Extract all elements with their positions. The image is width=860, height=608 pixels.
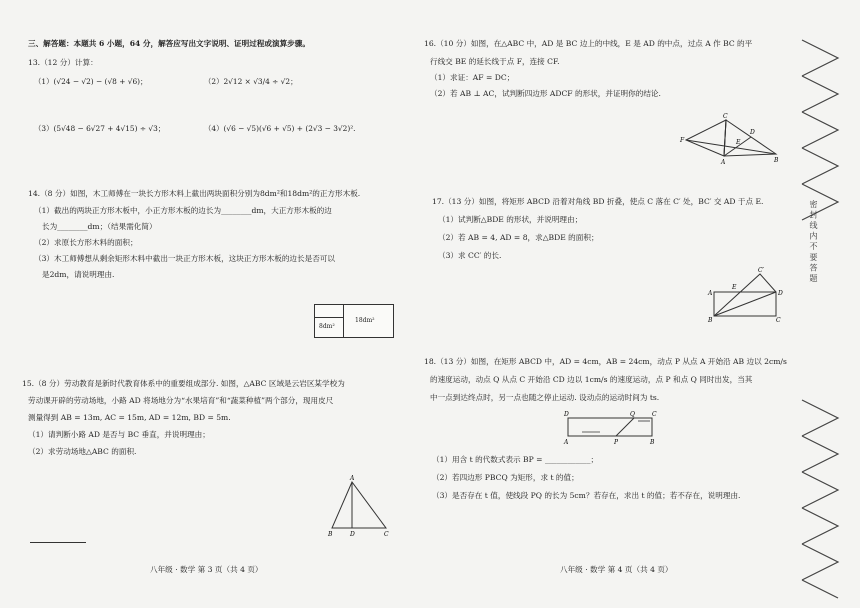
q14-line1: 14.（8 分）如图，木工师傅在一块长方形木料上截出两块面积分别为8dm²和18dm²的正方形木板. [28,189,361,198]
q18-label-d: D [564,411,569,418]
page-rule [30,542,86,543]
q18-line1: 18.（13 分）如图，在矩形 ABCD 中，AD = 4cm，AB = 24cm，动点 P 从点 A 开始沿 AB 边以 2cm/s [424,357,787,366]
q14-divider [343,305,344,337]
q15-label-c: C [384,531,389,538]
q15-triangle [332,482,386,528]
q17-line1: 17.（13 分）如图，将矩形 ABCD 沿着对角线 BD 折叠，使点 C 落在 C′ 处，BC′ 交 AD 于点 E. [432,197,764,206]
q18-segment-pq [616,418,634,436]
q16-line-fb [686,140,776,154]
q17-diagonal-bd [714,292,776,316]
right-page [424,38,796,99]
q14-large-label: 18dm² [355,317,375,324]
q18-label-p: P [614,439,619,446]
q16-line4: （2）若 AB ⊥ AC，试判断四边形 ADCF 的形状，并证明你的结论. [430,89,661,98]
q17-folded-edges [714,274,776,316]
q13-part2: （2）2√12 × √3/4 ÷ √2； [204,77,298,86]
q13-row1 [34,76,408,87]
q16-line-ca [724,120,726,156]
q15-block [22,378,412,457]
q17-label-cprime: C′ [758,267,764,274]
q15-label-b: B [328,531,333,538]
q18-label-b: B [650,439,655,446]
q17-block [432,196,798,261]
q14-line4: （2）求原长方形木料的面积； [34,238,138,247]
q16-label-f: F [680,137,685,144]
q14-line6: 是2dm，请说明理由. [42,270,115,279]
q15-triangle-figure [324,476,394,538]
q18-line6: （3）是否存在 t 值，使线段 PQ 的长为 5cm？若存在，求出 t 的值；若不存在，说明理由. [432,491,741,500]
q18-line2: 的速度运动，动点 Q 从点 C 开始沿 CD 边以 1cm/s 的速度运动，点 P 和点 Q 同时出发，当其 [430,375,753,384]
q18-label-c: C [652,411,657,418]
q16-line1: 16.（10 分）如图，在△ABC 中，AD 是 BC 边上的中线，E 是 AD 的中点，过点 A 作 BC 的平 [424,39,753,48]
q18-label-q: Q [630,411,635,418]
q15-line5: （2）求劳动场地△ABC 的面积. [28,447,137,456]
section-heading: 三、解答题：本题共 6 小题，64 分，解答应写出文字说明、证明过程或演算步骤。 [28,39,310,48]
q16-label-d: D [750,129,755,136]
q13-title: 13.（12 分）计算： [28,58,98,67]
q17-line4: （3）求 CC′ 的长. [438,251,502,260]
q15-line1: 15.（8 分）劳动教育是新时代教育体系中的重要组成部分. 如图，△ABC 区域是云岩区某学校为 [22,379,345,388]
q15-line4: （1）请判断小路 AD 是否与 BC 垂直，并说明理由； [28,430,210,439]
q17-label-a: A [708,290,713,297]
q17-line3: （2）若 AB = 4, AD = 8，求△BDE 的面积； [438,233,599,242]
q13-row2 [34,123,408,134]
q17-label-d: D [778,290,783,297]
q14-line3: 长为________dm；（结果需化简） [42,222,157,231]
q13-part4: （4）(√6 − √5)(√6 + √5) + (2√3 − 3√2)². [204,124,356,133]
q18-line3: 中一点到达终点时，另一点也随之停止运动. 设动点的运动时间为 ts. [430,393,660,402]
q16-parallelogram-left [686,120,726,156]
left-page [28,38,408,134]
q16-label-c: C [723,113,728,120]
q15-label-d: D [350,531,355,538]
q16-label-b: B [774,157,779,164]
q15-label-a: A [350,475,355,482]
q14-small-label: 8dm² [319,323,335,330]
q16-label-e: E [736,139,741,146]
binding-chevrons [798,40,846,600]
q14-line2: （1）截出的两块正方形木板中，小正方形木板的边长为________dm，大正方形木板的边 [34,206,332,215]
q16-label-a: A [721,159,726,166]
q17-label-b: B [708,317,713,324]
q13-part3: （3）(5√48 − 6√27 + 4√15) ÷ √3； [34,124,166,133]
q18-block [424,356,800,403]
q15-line3: 测量得到 AB = 13m, AC = 15m, AD = 12m, BD = 5m. [28,413,231,422]
q14-line5: （3）木工师傅想从剩余矩形木料中截出一块正方形木板，这块正方形木板的边长是否可以 [34,254,335,263]
q18-line4: （1）用含 t 的代数式表示 BP = ____________； [432,455,599,464]
q14-block [28,188,412,280]
q18-line5: （2）若四边形 PBCQ 为矩形，求 t 的值； [432,473,579,482]
q17-line2: （1）试判断△BDE 的形状，并说明理由； [438,215,583,224]
q18-label-a: A [564,439,569,446]
binding-seal-text: 密 封 线 内 不 要 答 题 [809,200,818,282]
q13-part1: （1）(√24 − √2) − (√8 + √6)； [34,77,148,86]
q15-line2: 劳动课开辟的劳动场地，小路 AD 将场地分为“水果培育”和“蔬菜种植”两个部分，现用皮尺 [28,396,334,405]
q17-label-c: C [776,317,781,324]
q16-line3: （1）求证：AF = DC； [430,73,515,82]
footer-right: 八年级 · 数学 第 4 页（共 4 页） [560,565,673,574]
q16-line2: 行线交 BE 的延长线于点 F，连接 CF. [430,57,560,66]
q16-figure [680,114,780,166]
q17-label-e: E [732,284,737,291]
q14-small-square-top [315,317,343,318]
q18-questions [432,454,800,501]
q18-figure [560,410,660,446]
q17-figure [708,268,784,324]
footer-left: 八年级 · 数学 第 3 页（共 4 页） [150,565,263,574]
q14-figure-rectangle [314,304,394,338]
